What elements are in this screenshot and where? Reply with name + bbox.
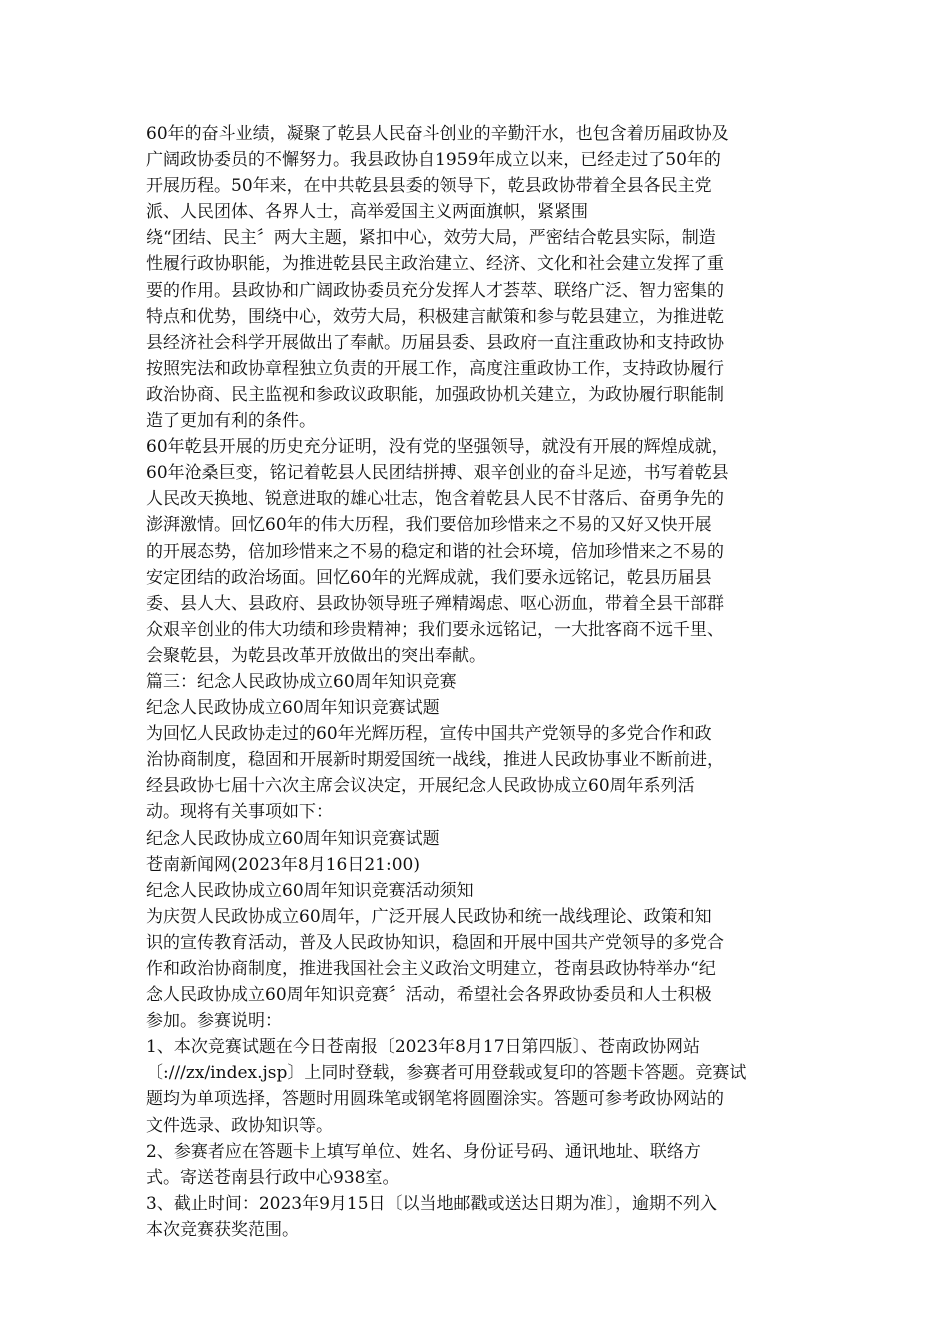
- text-line: 政治协商、民主监视和参政议政职能，加强政协机关建立，为政协履行职能制: [146, 384, 724, 405]
- text-line: 委、县人大、县政府、县政协领导班子殚精竭虑、呕心沥血，带着全县干部群: [146, 593, 724, 614]
- text-line: 纪念人民政协成立60周年知识竞赛试题: [146, 698, 440, 719]
- text-line: 式。寄送苍南县行政中心938室。: [146, 1167, 400, 1188]
- text-line: 纪念人民政协成立60周年知识竞赛活动须知: [146, 880, 474, 901]
- text-line: 派、人民团体、各界人士，高举爱国主义两面旗帜，紧紧围: [146, 202, 588, 223]
- text-line: 为庆贺人民政协成立60周年，广泛开展人民政协和统一战线理论、政策和知: [146, 906, 712, 927]
- text-line: 特点和优势，围绕中心，效劳大局，积极建言献策和参与乾县建立，为推进乾: [146, 306, 724, 327]
- text-line: 题均为单项选择，答题时用圆珠笔或钢笔将圆圈涂实。答题可参考政协网站的: [146, 1089, 724, 1110]
- text-line: 绕“团结、民主〞两大主题，紧扣中心，效劳大局，严密结合乾县实际，制造: [146, 228, 716, 249]
- text-line: 1、本次竞赛试题在今日苍南报〔2023年8月17日第四版〕、苍南政协网站: [146, 1037, 701, 1058]
- text-line: 会聚乾县，为乾县改革开放做出的突出奉献。: [146, 645, 486, 666]
- text-line: 按照宪法和政协章程独立负责的开展工作，高度注重政协工作，支持政协履行: [146, 358, 724, 379]
- text-line: 众艰辛创业的伟大功绩和珍贵精神；我们要永远铭记，一大批客商不远千里、: [146, 619, 724, 640]
- text-line: [146, 1243, 806, 1269]
- text-line: 3、截止时间：2023年9月15日〔以当地邮戳或送达日期为准〕，逾期不列入: [146, 1193, 718, 1214]
- text-line: 经县政协七届十六次主席会议决定，开展纪念人民政协成立60周年系列活: [146, 776, 695, 797]
- text-line: 要的作用。县政协和广阔政协委员充分发挥人才荟萃、联络广泛、智力密集的: [146, 280, 724, 301]
- document-body: [146, 121, 806, 1269]
- text-line: 识的宣传教育活动，普及人民政协知识，稳固和开展中国共产党领导的多党合: [146, 932, 724, 953]
- text-line: 县经济社会科学开展做出了奉献。历届县委、县政府一直注重政协和支持政协: [146, 332, 724, 353]
- text-line: 60年沧桑巨变，铭记着乾县人民团结拼搏、艰辛创业的奋斗足迹，书写着乾县: [146, 463, 729, 484]
- text-line: 为回忆人民政协走过的60年光辉历程，宣传中国共产党领导的多党合作和政: [146, 724, 712, 745]
- text-line: 念人民政协成立60周年知识竞赛〞活动，希望社会各界政协委员和人士积极: [146, 985, 712, 1006]
- section-heading: 篇三：纪念人民政协成立60周年知识竞赛: [146, 671, 457, 692]
- text-line: 文件选录、政协知识等。: [146, 1115, 333, 1136]
- text-line: 动。现将有关事项如下：: [146, 802, 333, 823]
- text-line: 人民改天换地、锐意进取的雄心壮志，饱含着乾县人民不甘落后、奋勇争先的: [146, 489, 724, 510]
- text-line: 造了更加有利的条件。: [146, 411, 316, 432]
- text-line: 开展历程。50年来，在中共乾县县委的领导下，乾县政协带着全县各民主党: [146, 176, 712, 197]
- text-line: 的开展态势，倍加珍惜来之不易的稳定和谐的社会环境，倍加珍惜来之不易的: [146, 541, 724, 562]
- text-line: 2、参赛者应在答题卡上填写单位、姓名、身份证号码、通讯地址、联络方: [146, 1141, 701, 1162]
- text-line: 治协商制度，稳固和开展新时期爱国统一战线，推进人民政协事业不断前进，: [146, 750, 724, 771]
- text-line: 安定团结的政治场面。回忆60年的光辉成就，我们要永远铭记，乾县历届县: [146, 567, 712, 588]
- text-line: 60年的奋斗业绩，凝聚了乾县人民奋斗创业的辛勤汗水，也包含着历届政协及: [146, 124, 729, 144]
- text-line: 作和政治协商制度，推进我国社会主义政治文明建立，苍南县政协特举办“纪: [146, 959, 716, 979]
- text-line: 纪念人民政协成立60周年知识竞赛试题: [146, 828, 440, 849]
- text-line: 〔:///zx/index.jsp〕上同时登载，参赛者可用登载或复印的答题卡答题。竞赛试: [146, 1063, 747, 1084]
- text-line: 参加。参赛说明：: [146, 1011, 282, 1032]
- text-line: 性履行政协职能，为推进乾县民主政治建立、经济、文化和社会建立发挥了重: [146, 254, 724, 275]
- text-line: 澎湃激情。回忆60年的伟大历程，我们要倍加珍惜来之不易的又好又快开展: [146, 515, 712, 536]
- text-line: 广阔政协委员的不懈努力。我县政协自1959年成立以来，已经走过了50年的: [146, 150, 721, 171]
- text-line: 本次竞赛获奖范围。: [146, 1219, 299, 1240]
- text-line: 苍南新闻网(2023年8月16日21:00): [146, 854, 420, 875]
- text-line: 60年乾县开展的历史充分证明，没有党的坚强领导，就没有开展的辉煌成就，: [146, 437, 729, 458]
